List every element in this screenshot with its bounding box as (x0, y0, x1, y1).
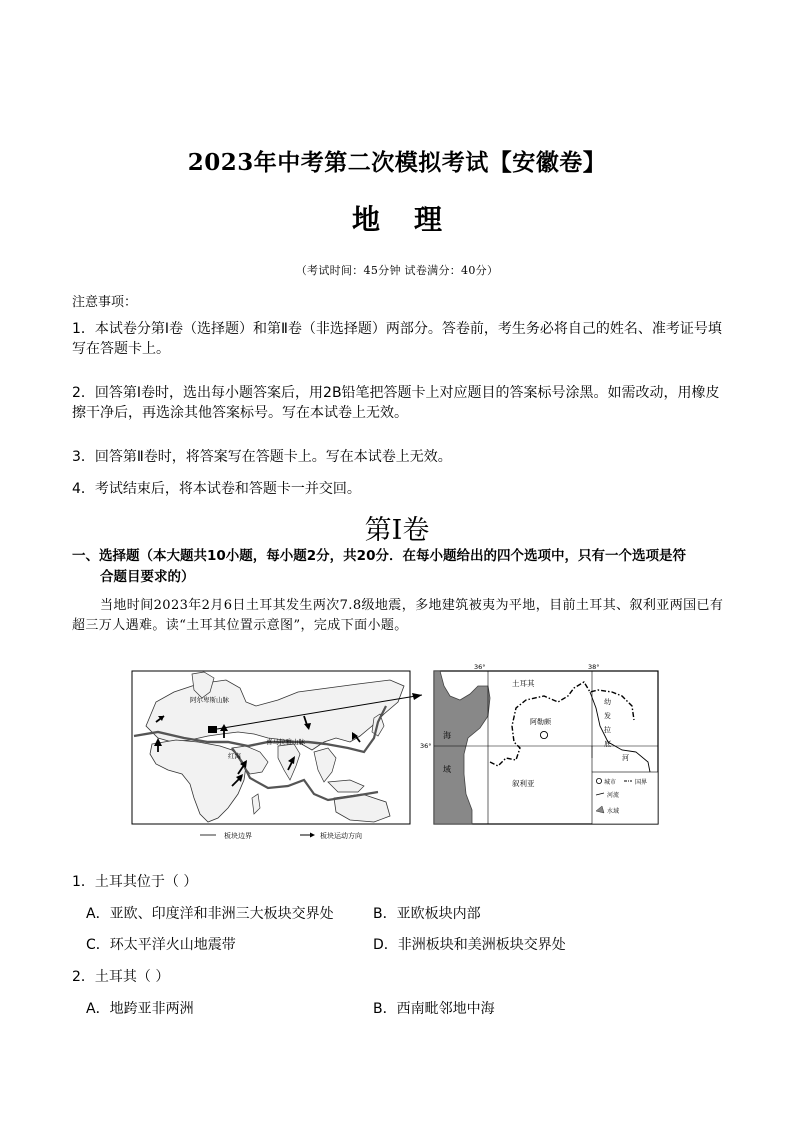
red-sea-label: 红海 (228, 752, 241, 760)
legend-city: 城市 (604, 779, 617, 786)
notice-item-1: 1．本试卷分第Ⅰ卷（选择题）和第Ⅱ卷（非选择题）两部分。答卷前，考生务必将自己的姓名、准考证号填写在答题卡上。 (72, 321, 722, 357)
legend-water: 水域 (607, 808, 620, 815)
euphrates-char-4: 底 (604, 740, 611, 748)
notice-heading: 注意事项： (72, 295, 138, 310)
himalaya-label: 喜马拉雅山脉 (266, 738, 305, 746)
lon-36-label: 36° (474, 663, 486, 671)
question-1-stem: 1．土耳其位于（ ） (72, 874, 198, 890)
regional-inset-map (420, 663, 658, 824)
river-char-label: 河 (622, 754, 629, 762)
part-title-line1: 一、选择题（本大题共10小题，每小题2分，共20分．在每小题给出的四个选项中，只有一个选项是符 (72, 548, 686, 564)
euphrates-char-2: 发 (604, 712, 611, 720)
exam-time-note: （考试时间：45分钟 试卷满分：40分） (295, 264, 499, 277)
turkey-location-figure (128, 662, 668, 844)
turkey-label: 土耳其 (512, 679, 535, 688)
syria-label: 叙利亚 (512, 779, 535, 788)
sea-label-top: 海 (443, 731, 451, 740)
euphrates-char-3: 拉 (604, 726, 611, 734)
legend-plate-motion: 板块运动方向 (320, 832, 362, 840)
part-title (72, 546, 732, 588)
question-2-stem: 2．土耳其（ ） (72, 969, 170, 985)
legend-border: 国界 (635, 779, 648, 786)
sea-label-bottom: 域 (443, 765, 451, 774)
part-title-line2: 合题目要求的） (100, 569, 195, 585)
question-2-option-a[interactable]: A．地跨亚非两洲 (86, 1001, 194, 1017)
subject-char-1: 地 (351, 203, 380, 236)
question-1-option-b[interactable]: B．亚欧板块内部 (373, 906, 481, 922)
euphrates-char-1: 幼 (604, 698, 611, 706)
question-1-option-a[interactable]: A．亚欧、印度洋和非洲三大板块交界处 (86, 906, 334, 922)
legend-plate-boundary: 板块边界 (224, 832, 252, 840)
lat-36-label: 36° (420, 742, 432, 750)
notice-item-2: 2．回答第Ⅰ卷时，选出每小题答案后，用2B铅笔把答题卡上对应题目的答案标号涂黑。如需改动，用橡皮擦干净后，再选涂其他答案标号。写在本试卷上无效。 (72, 385, 720, 421)
alps-label: 阿尔卑斯山脉 (190, 696, 229, 704)
aleppo-label: 阿勒颇 (530, 718, 551, 726)
reading-passage: 当地时间2023年2月6日土耳其发生两次7.8级地震，多地建筑被夷为平地，目前土耳其、叙利亚两国已有超三万人遇难。读“土耳其位置示意图”，完成下面小题。 (72, 598, 724, 633)
section-heading: 第Ⅰ卷 (364, 515, 430, 546)
subject-char-2: 理 (414, 203, 443, 236)
notice-item-4: 4．考试结束后，将本试卷和答题卡一并交回。 (72, 481, 361, 497)
question-1-option-d[interactable]: D．非洲板块和美洲板块交界处 (373, 937, 566, 953)
lon-38-label: 38° (588, 663, 600, 671)
notice-item-3: 3．回答第Ⅱ卷时，将答案写在答题卡上。写在本试卷上无效。 (72, 449, 452, 465)
subject-title (0, 198, 794, 238)
world-map-legend (200, 831, 362, 840)
question-2-option-b[interactable]: B．西南毗邻地中海 (373, 1001, 495, 1017)
legend-river: 河流 (607, 792, 620, 799)
question-1-option-c[interactable]: C．环太平洋火山地震带 (86, 937, 236, 953)
plate-world-map (132, 671, 422, 824)
exam-title: 2023年中考第二次模拟考试【安徽卷】 (187, 149, 607, 176)
